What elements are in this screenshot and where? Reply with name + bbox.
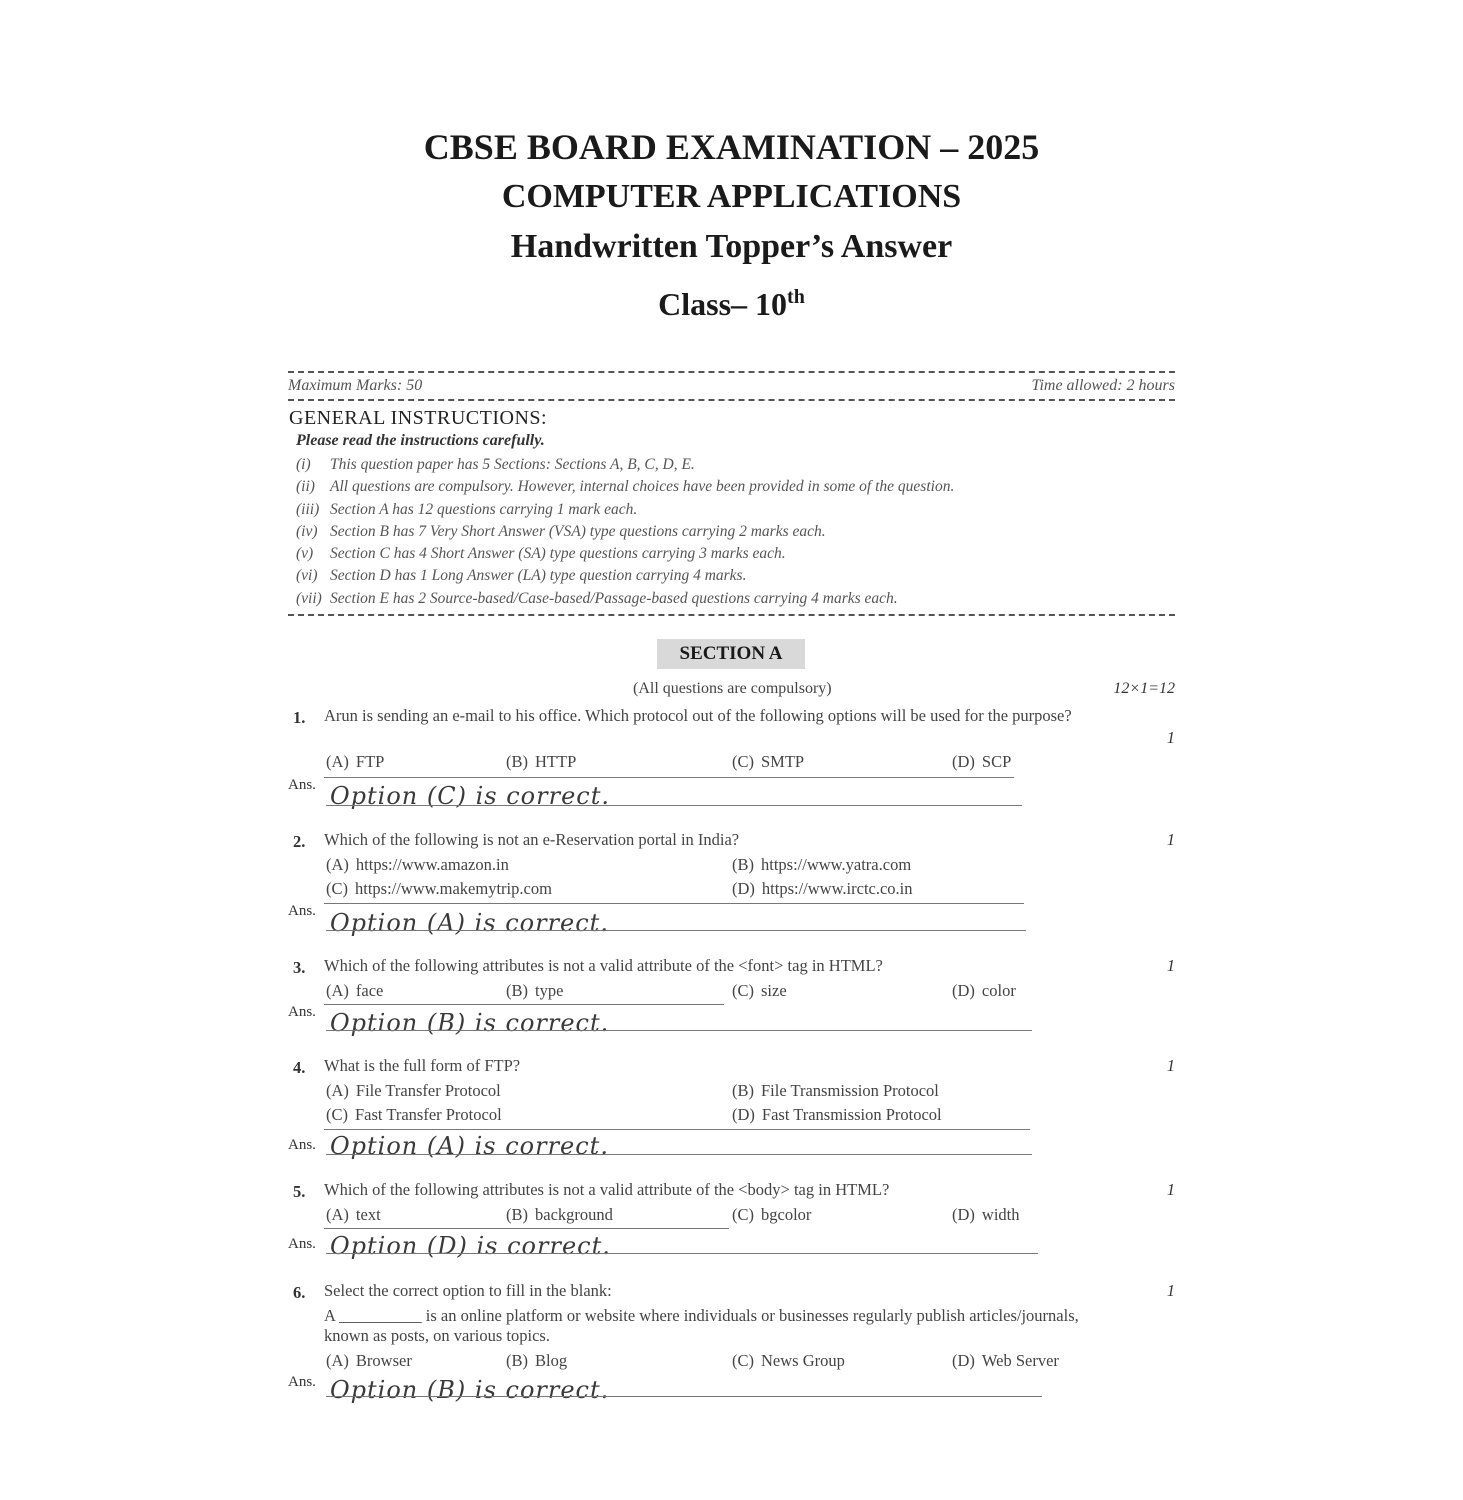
option-a: (A) text — [326, 1205, 381, 1224]
question-text: Select the correct option to fill in the blank: — [324, 1281, 612, 1300]
option-b: (B) background — [506, 1205, 613, 1224]
answer-line — [326, 805, 1022, 806]
answer-label: Ans. — [288, 1137, 316, 1153]
option-c: (C) bgcolor — [732, 1205, 812, 1224]
question-text-line-2: A __________ is an online platform or website where individuals or businesses regularly publish articles/journals, — [324, 1306, 1079, 1325]
option-d: (D) width — [952, 1205, 1020, 1224]
title-block — [0, 122, 1463, 329]
divider-mid — [288, 399, 1175, 401]
answer-line — [326, 930, 1026, 931]
option-c: (C) SMTP — [732, 752, 805, 771]
options-underline — [324, 1129, 1030, 1130]
question-number: 3. — [293, 958, 306, 977]
section-title: SECTION A — [657, 639, 805, 669]
question-2 — [290, 830, 1175, 935]
answer-handwritten: Option (D) is correct. — [330, 1232, 611, 1260]
question-mark: 1 — [1166, 830, 1175, 849]
option-a: (A) https://www.amazon.in — [326, 855, 509, 874]
class-prefix: Class– 10 — [658, 286, 788, 322]
option-c: (C) News Group — [732, 1351, 845, 1370]
option-b: (B) File Transmission Protocol — [732, 1081, 939, 1100]
answer-line — [326, 1030, 1032, 1031]
divider-bottom — [288, 614, 1175, 616]
answer-handwritten: Option (A) is correct. — [330, 1132, 609, 1160]
answer-label: Ans. — [288, 1004, 316, 1020]
question-text: Which of the following attributes is not a valid attribute of the <font> tag in HTML? — [324, 956, 883, 975]
option-b: (B) Blog — [506, 1351, 568, 1370]
question-mark: 1 — [1166, 956, 1175, 975]
option-a: (A) face — [326, 981, 384, 1000]
divider-top — [288, 371, 1175, 373]
option-b: (B) https://www.yatra.com — [732, 855, 912, 874]
answer-label: Ans. — [288, 1236, 316, 1252]
question-mark: 1 — [1166, 728, 1175, 747]
instructions-list — [296, 454, 1176, 610]
option-d: (D) SCP — [952, 752, 1012, 771]
question-text: Which of the following is not an e-Reservation portal in India? — [324, 830, 740, 849]
exam-title: CBSE BOARD EXAMINATION – 2025 — [423, 127, 1040, 167]
answer-line — [326, 1154, 1032, 1155]
instruction-item: (v) Section C has 4 Short Answer (SA) type questions carrying 3 marks each. — [296, 545, 786, 563]
time-allowed: Time allowed: 2 hours — [1031, 377, 1175, 394]
subtitle: Handwritten Topper’s Answer — [510, 228, 953, 265]
options-underline — [324, 1004, 724, 1005]
question-6 — [290, 1281, 1175, 1411]
instruction-item: (vii) Section E has 2 Source-based/Case-based/Passage-based questions carrying 4 marks each. — [296, 589, 898, 607]
question-number: 2. — [293, 832, 306, 851]
question-3 — [290, 956, 1175, 1036]
option-b: (B) type — [506, 981, 564, 1000]
answer-handwritten: Option (A) is correct. — [330, 909, 609, 937]
answer-handwritten: Option (B) is correct. — [330, 1376, 610, 1404]
instructions-heading: GENERAL INSTRUCTIONS: — [289, 407, 548, 429]
question-text: Arun is sending an e-mail to his office. Which protocol out of the following options will be used for the purpose? — [324, 706, 1072, 725]
option-d: (D) Fast Transmission Protocol — [732, 1105, 942, 1124]
options-underline — [324, 777, 1014, 778]
question-5 — [290, 1180, 1175, 1260]
question-mark: 1 — [1166, 1180, 1175, 1199]
answer-label: Ans. — [288, 1374, 316, 1390]
answer-label: Ans. — [288, 777, 316, 793]
option-c: (C) Fast Transfer Protocol — [326, 1105, 502, 1124]
section-marks: 12×1=12 — [1113, 680, 1175, 697]
max-marks: Maximum Marks: 50 — [288, 377, 423, 394]
question-number: 5. — [293, 1182, 306, 1201]
option-d: (D) https://www.irctc.co.in — [732, 879, 913, 898]
instruction-item: (ii) All questions are compulsory. However, internal choices have been provided in some of the question. — [296, 478, 955, 496]
option-c: (C) size — [732, 981, 787, 1000]
answer-handwritten: Option (C) is correct. — [330, 782, 610, 810]
marks-row — [288, 377, 1175, 399]
option-a: (A) Browser — [326, 1351, 412, 1370]
question-4 — [290, 1056, 1175, 1161]
instruction-item: (iv) Section B has 7 Very Short Answer (VSA) type questions carrying 2 marks each. — [296, 522, 826, 540]
question-number: 1. — [293, 708, 306, 727]
section-note: (All questions are compulsory) — [633, 680, 832, 697]
question-number: 4. — [293, 1058, 306, 1077]
instruction-item: (i) This question paper has 5 Sections: Sections A, B, C, D, E. — [296, 456, 695, 473]
question-1 — [290, 706, 1175, 811]
question-mark: 1 — [1166, 1281, 1175, 1300]
option-d: (D) Web Server — [952, 1351, 1059, 1370]
question-mark: 1 — [1166, 1056, 1175, 1075]
class-label — [0, 272, 1463, 329]
question-text: What is the full form of FTP? — [324, 1056, 521, 1075]
option-c: (C) https://www.makemytrip.com — [326, 879, 552, 898]
options-underline — [324, 903, 1024, 904]
option-a: (A) FTP — [326, 752, 385, 771]
options-underline — [324, 1228, 729, 1229]
subject-title: COMPUTER APPLICATIONS — [501, 178, 962, 215]
option-b: (B) HTTP — [506, 752, 577, 771]
answer-line — [326, 1396, 1042, 1397]
question-text: Which of the following attributes is not a valid attribute of the <body> tag in HTML? — [324, 1180, 890, 1199]
instructions-lead: Please read the instructions carefully. — [296, 432, 545, 449]
question-number: 6. — [293, 1283, 306, 1302]
option-d: (D) color — [952, 981, 1016, 1000]
answer-handwritten: Option (B) is correct. — [330, 1009, 610, 1037]
question-text-line-3: known as posts, on various topics. — [324, 1326, 550, 1345]
answer-line — [326, 1253, 1038, 1254]
instruction-item: (vi) Section D has 1 Long Answer (LA) type question carrying 4 marks. — [296, 567, 747, 585]
option-a: (A) File Transfer Protocol — [326, 1081, 501, 1100]
class-suffix: th — [787, 286, 805, 308]
instruction-item: (iii) Section A has 12 questions carrying 1 mark each. — [296, 500, 638, 518]
answer-label: Ans. — [288, 903, 316, 919]
